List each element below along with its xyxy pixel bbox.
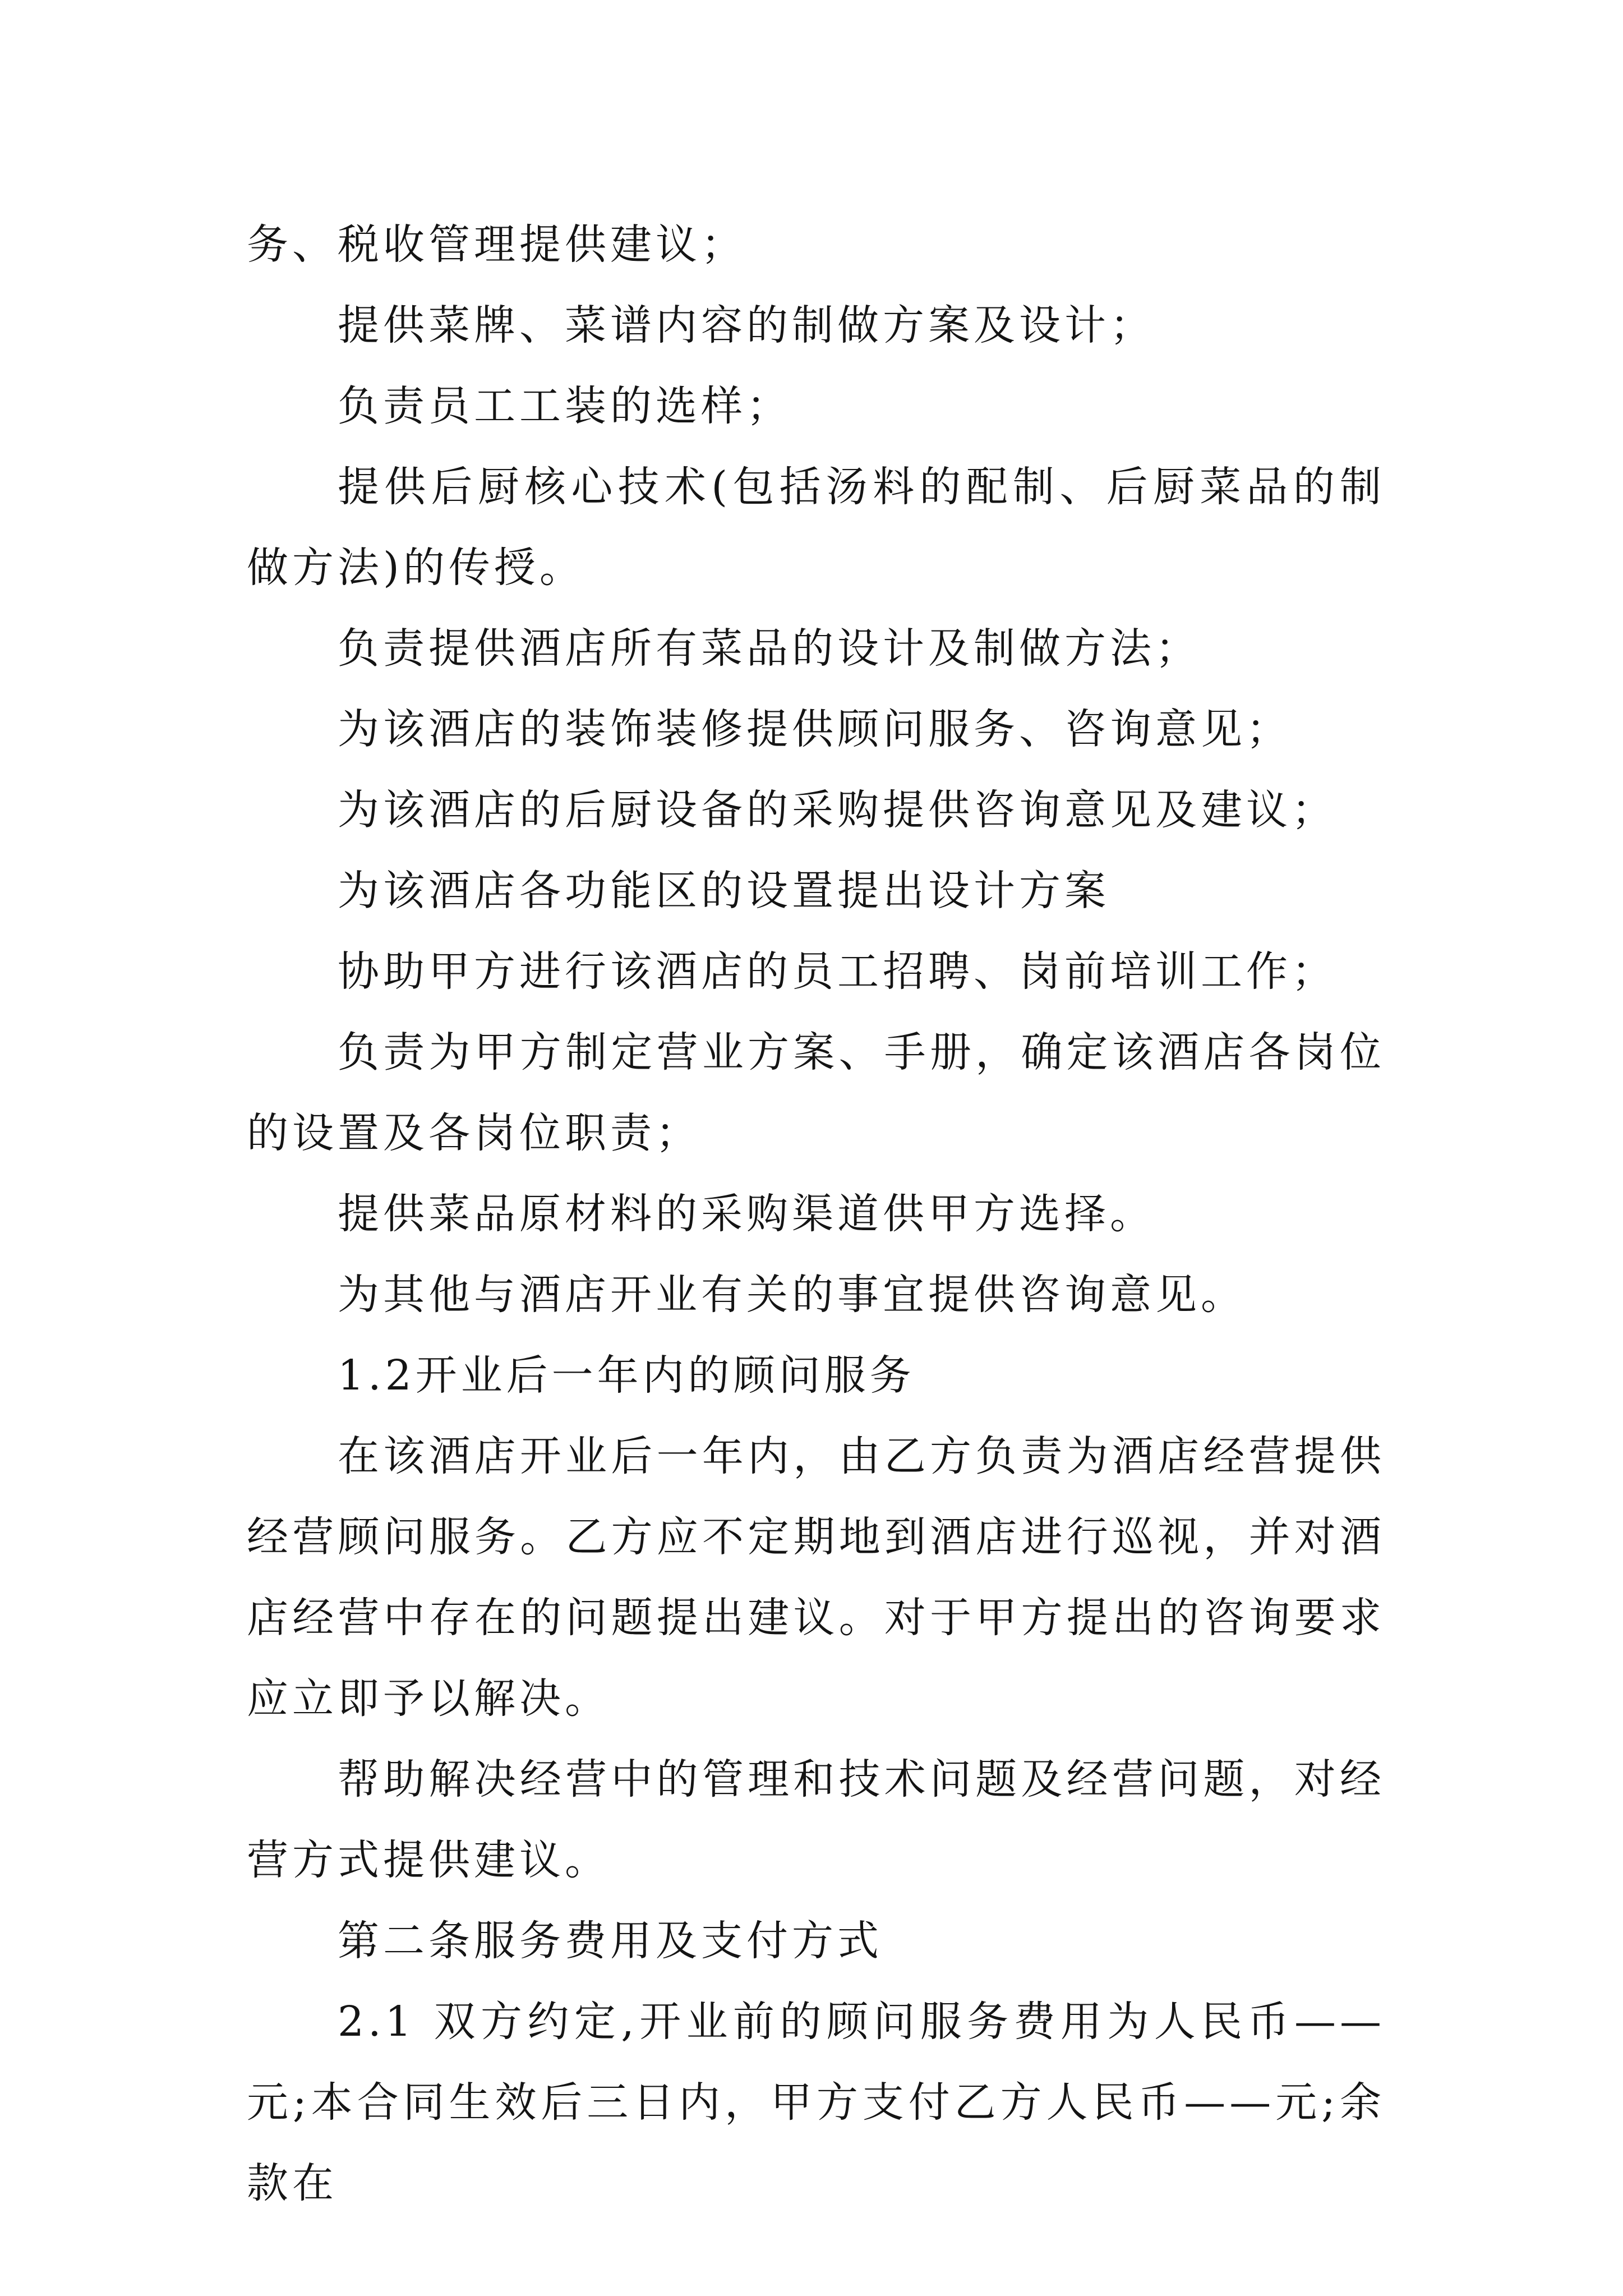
paragraph-menu-design: 提供菜牌、菜谱内容的制做方案及设计； (338, 301, 1155, 349)
paragraph-uniform-selection: 负责员工工装的选样； (338, 382, 792, 430)
paragraph-kitchen-technology: 提供后厨核心技术(包括汤料的配制、后厨菜品的制做方法)的传授。 (247, 463, 1385, 592)
document-body (247, 204, 1385, 2224)
paragraph-other-consulting: 为其他与酒店开业有关的事宜提供咨询意见。 (338, 1271, 1246, 1319)
paragraph-decoration-consulting: 为该酒店的装饰装修提供顾问服务、咨询意见； (338, 705, 1292, 753)
paragraph-area-design: 为该酒店各功能区的设置提出设计方案 (338, 867, 1110, 915)
paragraph-fee-terms: 2.1 双方约定,开业前的顾问服务费用为人民币——元;本合同生效后三日内，甲方支付乙方人民币——元;余款在 (247, 1998, 1385, 2207)
paragraph-dish-design: 负责提供酒店所有菜品的设计及制做方法； (338, 624, 1201, 673)
article-heading-fees: 第二条服务费用及支付方式 (338, 1917, 883, 1965)
paragraph-business-plan: 负责为甲方制定营业方案、手册，确定该酒店各岗位的设置及各岗位职责； (247, 1028, 1385, 1157)
paragraph-post-opening-service: 在该酒店开业后一年内，由乙方负责为酒店经营提供经营顾问服务。乙方应不定期地到酒店进行巡视，并对酒店经营中存在的问题提出建议。对于甲方提出的咨询要求应立即予以解决。 (247, 1432, 1385, 1723)
paragraph-equipment-procurement: 为该酒店的后厨设备的采购提供咨询意见及建议； (338, 786, 1337, 834)
section-heading-post-opening: 1.2开业后一年内的顾问服务 (338, 1351, 915, 1400)
paragraph-material-sourcing: 提供菜品原材料的采购渠道供甲方选择。 (338, 1190, 1155, 1238)
paragraph-tax-advice: 务、税收管理提供建议； (247, 220, 746, 269)
paragraph-staff-recruitment: 协助甲方进行该酒店的员工招聘、岗前培训工作； (338, 947, 1337, 996)
paragraph-management-help: 帮助解决经营中的管理和技术问题及经营问题，对经营方式提供建议。 (247, 1755, 1385, 1884)
